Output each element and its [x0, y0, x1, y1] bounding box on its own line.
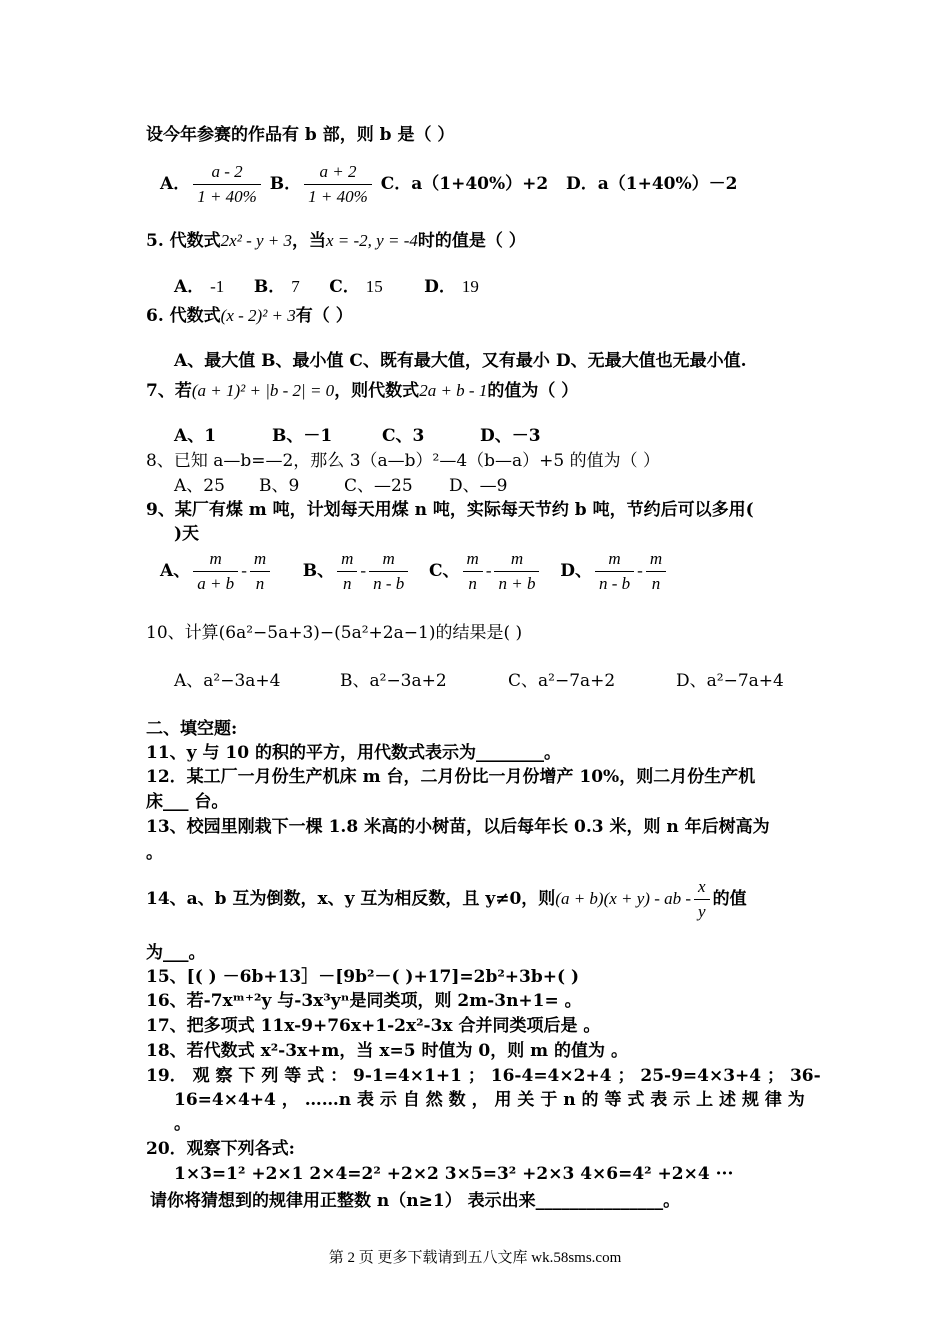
- q9-d-frac1: [595, 549, 634, 594]
- q17: 17、把多项式 11x-9+76x+1-2x²-3x 合并同类项后是 。: [146, 1016, 601, 1036]
- q5-suffix: 时的值是（ ）: [417, 231, 526, 251]
- q4-option-a-label: A．: [160, 174, 191, 194]
- q5-options: [174, 276, 479, 298]
- q10-stem: 10、计算(6a²−5a+3)−(5a²+2a−1)的结果是( ): [146, 623, 523, 643]
- q9-d-f1-den: n - b: [595, 571, 634, 594]
- q5-stem: [146, 230, 526, 252]
- q9-b-f1-num: m: [341, 549, 354, 568]
- q9-c-f1-den: n: [463, 571, 483, 594]
- q9-a-f2-num: m: [253, 549, 267, 568]
- q6-options: A、最大值 B、最小值 C、既有最大值，又有最小 D、无最大值也无最小值.: [174, 351, 747, 371]
- q7-suffix: 的值为（ ）: [487, 381, 579, 401]
- q9-b-f2-num: m: [382, 549, 395, 568]
- q9-stem-line2: )天: [174, 524, 200, 544]
- q14-fraction: [694, 877, 710, 922]
- q20-title: 20．观察下列各式:: [146, 1139, 295, 1159]
- q7-mid: ，则代数式: [334, 381, 420, 401]
- q5-c-label: C．: [329, 277, 360, 297]
- q9-d-frac2: [646, 549, 666, 594]
- q9-d-f1-num: m: [608, 549, 621, 568]
- q9-c-f2-den: n + b: [494, 571, 539, 594]
- q9-d-f2-num: m: [649, 549, 663, 568]
- q7-expression: 2a + b - 1: [419, 381, 488, 400]
- q7-option-b: B、－1: [272, 426, 333, 446]
- q4-option-a-fraction: [193, 162, 261, 207]
- q5-prefix: 5. 代数式: [146, 231, 221, 251]
- q9-a-f2-den: n: [250, 571, 270, 594]
- q9-c-f2-num: m: [510, 549, 524, 568]
- q9-a-label: A、: [160, 561, 191, 581]
- q5-a: -1: [210, 277, 225, 296]
- q11: 11、y 与 10 的积的平方，用代数式表示为________。: [146, 743, 561, 763]
- q14-stem: [146, 877, 747, 922]
- q12-line2: 床___ 台。: [146, 792, 229, 812]
- q7-condition: (a + 1)² + |b - 2| = 0: [191, 381, 335, 400]
- q14-prefix: 14、a、b 互为倒数，x、y 互为相反数，且 y≠0，则: [146, 889, 556, 909]
- q8-option-c: C、—25: [344, 476, 413, 496]
- q9-c-frac2: [494, 549, 539, 594]
- q5-a-label: A．: [174, 277, 205, 297]
- q8-option-d: D、—9: [449, 476, 508, 496]
- q10-option-a: A、a²−3a+4: [174, 671, 281, 691]
- q9-b-frac2: [369, 549, 408, 594]
- q4-a-numerator: a - 2: [211, 162, 243, 181]
- q9-b-minus: -: [360, 561, 367, 580]
- q9-b-f2-den: n - b: [369, 571, 408, 594]
- q15: 15、[( ) －6b+13］－[9b²－( )+17]=2b²+3b+( ): [146, 967, 580, 987]
- q9-b-frac1: [337, 549, 357, 594]
- q9-d-minus: -: [637, 561, 643, 580]
- q9-a-f1-den: a + b: [193, 571, 238, 594]
- q4-stem: 设今年参赛的作品有 b 部，则 b 是（ ）: [146, 125, 455, 145]
- q9-d-f2-den: n: [646, 571, 666, 594]
- q10-option-c: C、a²−7a+2: [508, 671, 616, 691]
- q19-line3: 。: [174, 1114, 191, 1134]
- q12-line1: 12．某工厂一月份生产机床 m 台，二月份比一月份增产 10%，则二月份生产机: [146, 767, 756, 787]
- q20-pattern: 1×3=1² +2×1 2×4=2² +2×2 3×5=3² +2×3 4×6=4² +2×4 ···: [174, 1164, 734, 1184]
- q5-mid: ，当: [292, 231, 326, 251]
- q4-a-denominator: 1 + 40%: [193, 184, 261, 207]
- q5-d: 19: [461, 277, 479, 296]
- q9-b-label: B、: [302, 561, 335, 581]
- q18: 18、若代数式 x²-3x+m，当 x=5 时值为 0，则 m 的值为 。: [146, 1041, 628, 1061]
- q14-frac-den: y: [694, 899, 710, 922]
- q9-a-frac2: [250, 549, 270, 594]
- q9-c-frac1: [463, 549, 483, 594]
- q4-option-c: C．a（1+40%）+2: [380, 174, 549, 194]
- q8-option-a: A、25: [174, 476, 225, 496]
- q5-c: 15: [365, 277, 383, 296]
- q5-condition: x = -2, y = -4: [326, 231, 418, 250]
- q6-stem: [146, 305, 353, 327]
- section-title-fill-in: 二、填空题:: [146, 719, 238, 739]
- q9-a-frac1: [193, 549, 238, 594]
- q5-d-label: D．: [424, 277, 456, 297]
- q4-options: [160, 162, 737, 207]
- q8-option-b: B、9: [259, 476, 300, 496]
- q4-option-b-label: B．: [269, 174, 302, 194]
- q5-expression: 2x² - y + 3: [220, 231, 292, 250]
- q13-line1: 13、校园里刚栽下一棵 1.8 米高的小树苗，以后每年长 0.3 米，则 n 年后树高为: [146, 817, 770, 837]
- q9-stem-line1: 9、某厂有煤 m 吨，计划每天用煤 n 吨，实际每天节约 b 吨，节约后可以多用(: [146, 500, 754, 520]
- q9-c-f1-num: m: [466, 549, 479, 568]
- q4-b-numerator: a + 2: [319, 162, 357, 181]
- page-footer: 第 2 页 更多下载请到五八文库 wk.58sms.com: [328, 1250, 622, 1266]
- q7-option-a: A、1: [174, 426, 217, 446]
- q14-line2: 为___。: [146, 943, 206, 963]
- q19-line2: 16=4×4+4 ， ……n 表 示 自 然 数 ， 用 关 于 n 的 等 式 表 示 上 述 规 律 为: [174, 1090, 805, 1110]
- q9-c-label: C、: [429, 561, 460, 581]
- q5-b-label: B．: [253, 277, 286, 297]
- q14-frac-num: x: [698, 877, 706, 896]
- q7-option-d: D、－3: [480, 426, 541, 446]
- q7-option-c: C、3: [382, 426, 425, 446]
- q6-prefix: 6. 代数式: [146, 306, 221, 326]
- q14-suffix: 的值: [712, 889, 747, 909]
- q10-option-b: B、a²−3a+2: [340, 671, 447, 691]
- q9-a-f1-num: m: [209, 549, 222, 568]
- q16: 16、若-7xᵐ⁺²y 与-3x³yⁿ是同类项，则 2m-3n+1= 。: [146, 991, 582, 1011]
- q14-expression: (a + b)(x + y) - ab -: [555, 889, 692, 908]
- q7-stem: [146, 380, 578, 402]
- q8-stem: 8、已知 a—b=—2，那么 3（a—b）²—4（b—a）+5 的值为（ ）: [146, 451, 661, 471]
- q19-line1: 19． 观 察 下 列 等 式 ： 9-1=4×1+1 ； 16-4=4×2+4 ； 25-9=4×3+4 ； 36-: [146, 1066, 821, 1086]
- q13-line2: 。: [146, 843, 163, 863]
- q5-b: 7: [291, 277, 300, 296]
- q10-option-d: D、a²−7a+4: [676, 671, 784, 691]
- q9-b-f1-den: n: [337, 571, 357, 594]
- q6-expression: (x - 2)² + 3: [220, 306, 296, 325]
- q20-ask: 请你将猜想到的规律用正整数 n（n≥1） 表示出来_______________。: [150, 1191, 681, 1211]
- q4-option-b-fraction: [304, 162, 372, 207]
- q9-a-minus: -: [241, 561, 247, 580]
- q9-c-minus: -: [485, 561, 492, 580]
- q9-options: [160, 549, 669, 594]
- q4-b-denominator: 1 + 40%: [304, 184, 372, 207]
- q9-d-label: D、: [560, 561, 592, 581]
- q4-option-d: D．a（1+40%）－2: [565, 174, 738, 194]
- q7-prefix: 7、若: [146, 381, 192, 401]
- q6-suffix: 有（ ）: [295, 306, 353, 326]
